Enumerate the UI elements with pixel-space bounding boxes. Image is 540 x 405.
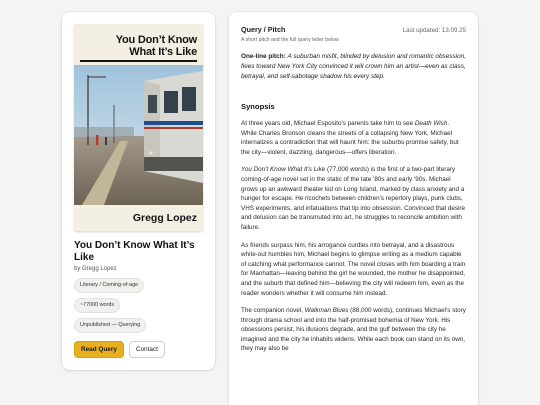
p4-text-b: (88,000 words), continues Michael’s story through drama school and into the half-promised bohemia of New York. His obsessions persist, his illusions degrade, and the gulf between the city he imagined and the city he inhabits widens. While each book can stand on its own, they may also be [241,307,466,353]
p2-book-title: You Don’t Know What It’s Like [241,166,326,174]
read-query-button[interactable]: Read Query [74,341,124,358]
one-line-label: One-line pitch: [241,53,286,60]
query-subtitle: A short pitch and the full query letter below [241,37,339,43]
book-actions [74,341,203,358]
book-card [62,12,215,370]
p1-text-a: At three years old, Michael Esposito’s parents take him to see [241,120,415,127]
book-title: You Don’t Know What It’s Like [74,240,195,263]
book-cover[interactable] [74,24,203,231]
cover-title: You Don’t Know What It’s Like [115,34,197,58]
tag-list [74,278,203,333]
query-card [229,12,478,405]
synopsis-paragraph: As friends surpass him, his arrogance curdles into betrayal, and a disastrous white-out humbles him, Michael begins to glimpse writing as a medium capable of catching what performance cannot. The novel closes with him boarding a train for Manhattan—leaving behind the girl he wounded, the mother he disappointed, and the suburb that defined him—believing the city will redeem him, even as the reader wonders whether it will consume him instead. [241,241,466,297]
last-updated: Last updated: 13.09.25 [402,27,466,34]
p2-text: (77,000 words) is the first of a two-part literary coming-of-age novel set in the static of the late ’80s and early ’90s. Michael grows up an awkward theater kid on Long Island, marked by class anxiety and a hunger for escape. He ricochets between children’s repertory plays, punk clubs, VHS experiments, and infatuations that tip into obsession. Convinced that desire and delusion can be transmuted into art, he struggles to reconcile ambition with failure. [241,166,466,231]
cover-rule [80,60,197,62]
word-count-tag: ~77000 words [74,298,120,313]
one-line-text: A suburban misfit, blinded by delusion and romantic obsession, flees toward New York City convinced it will crown him an artist—even as class, betrayal, and self-sabotage shadow his every step. [241,53,466,80]
contact-button[interactable]: Contact [129,341,165,358]
p1-text-b: . While Charles Bronson cleans the streets of a collapsing New York, Michael internalizes a contradiction that will haunt him: the suburbs promise safety, but the city—violent, dazzling, dangerous—offers liberation. [241,120,459,156]
query-header [241,25,466,34]
book-author: by Gregg Lopez [74,266,117,272]
query-title: Query / Pitch [241,25,286,34]
cover-author: Gregg Lopez [132,212,197,224]
status-tag: Unpublished — Querying [74,318,146,333]
synopsis-paragraph [241,306,466,354]
p4-book-title: Walkman Blues [304,307,349,315]
one-line-pitch [241,52,466,82]
synopsis-heading: Synopsis [241,102,275,111]
synopsis-paragraph [241,119,466,157]
genre-tag: Literary / Coming-of-age [74,278,144,293]
p4-text-a: The companion novel, [241,307,305,315]
synopsis-paragraph [241,165,466,232]
cover-photo [74,65,203,205]
p1-film-title: Death Wish [414,120,448,127]
